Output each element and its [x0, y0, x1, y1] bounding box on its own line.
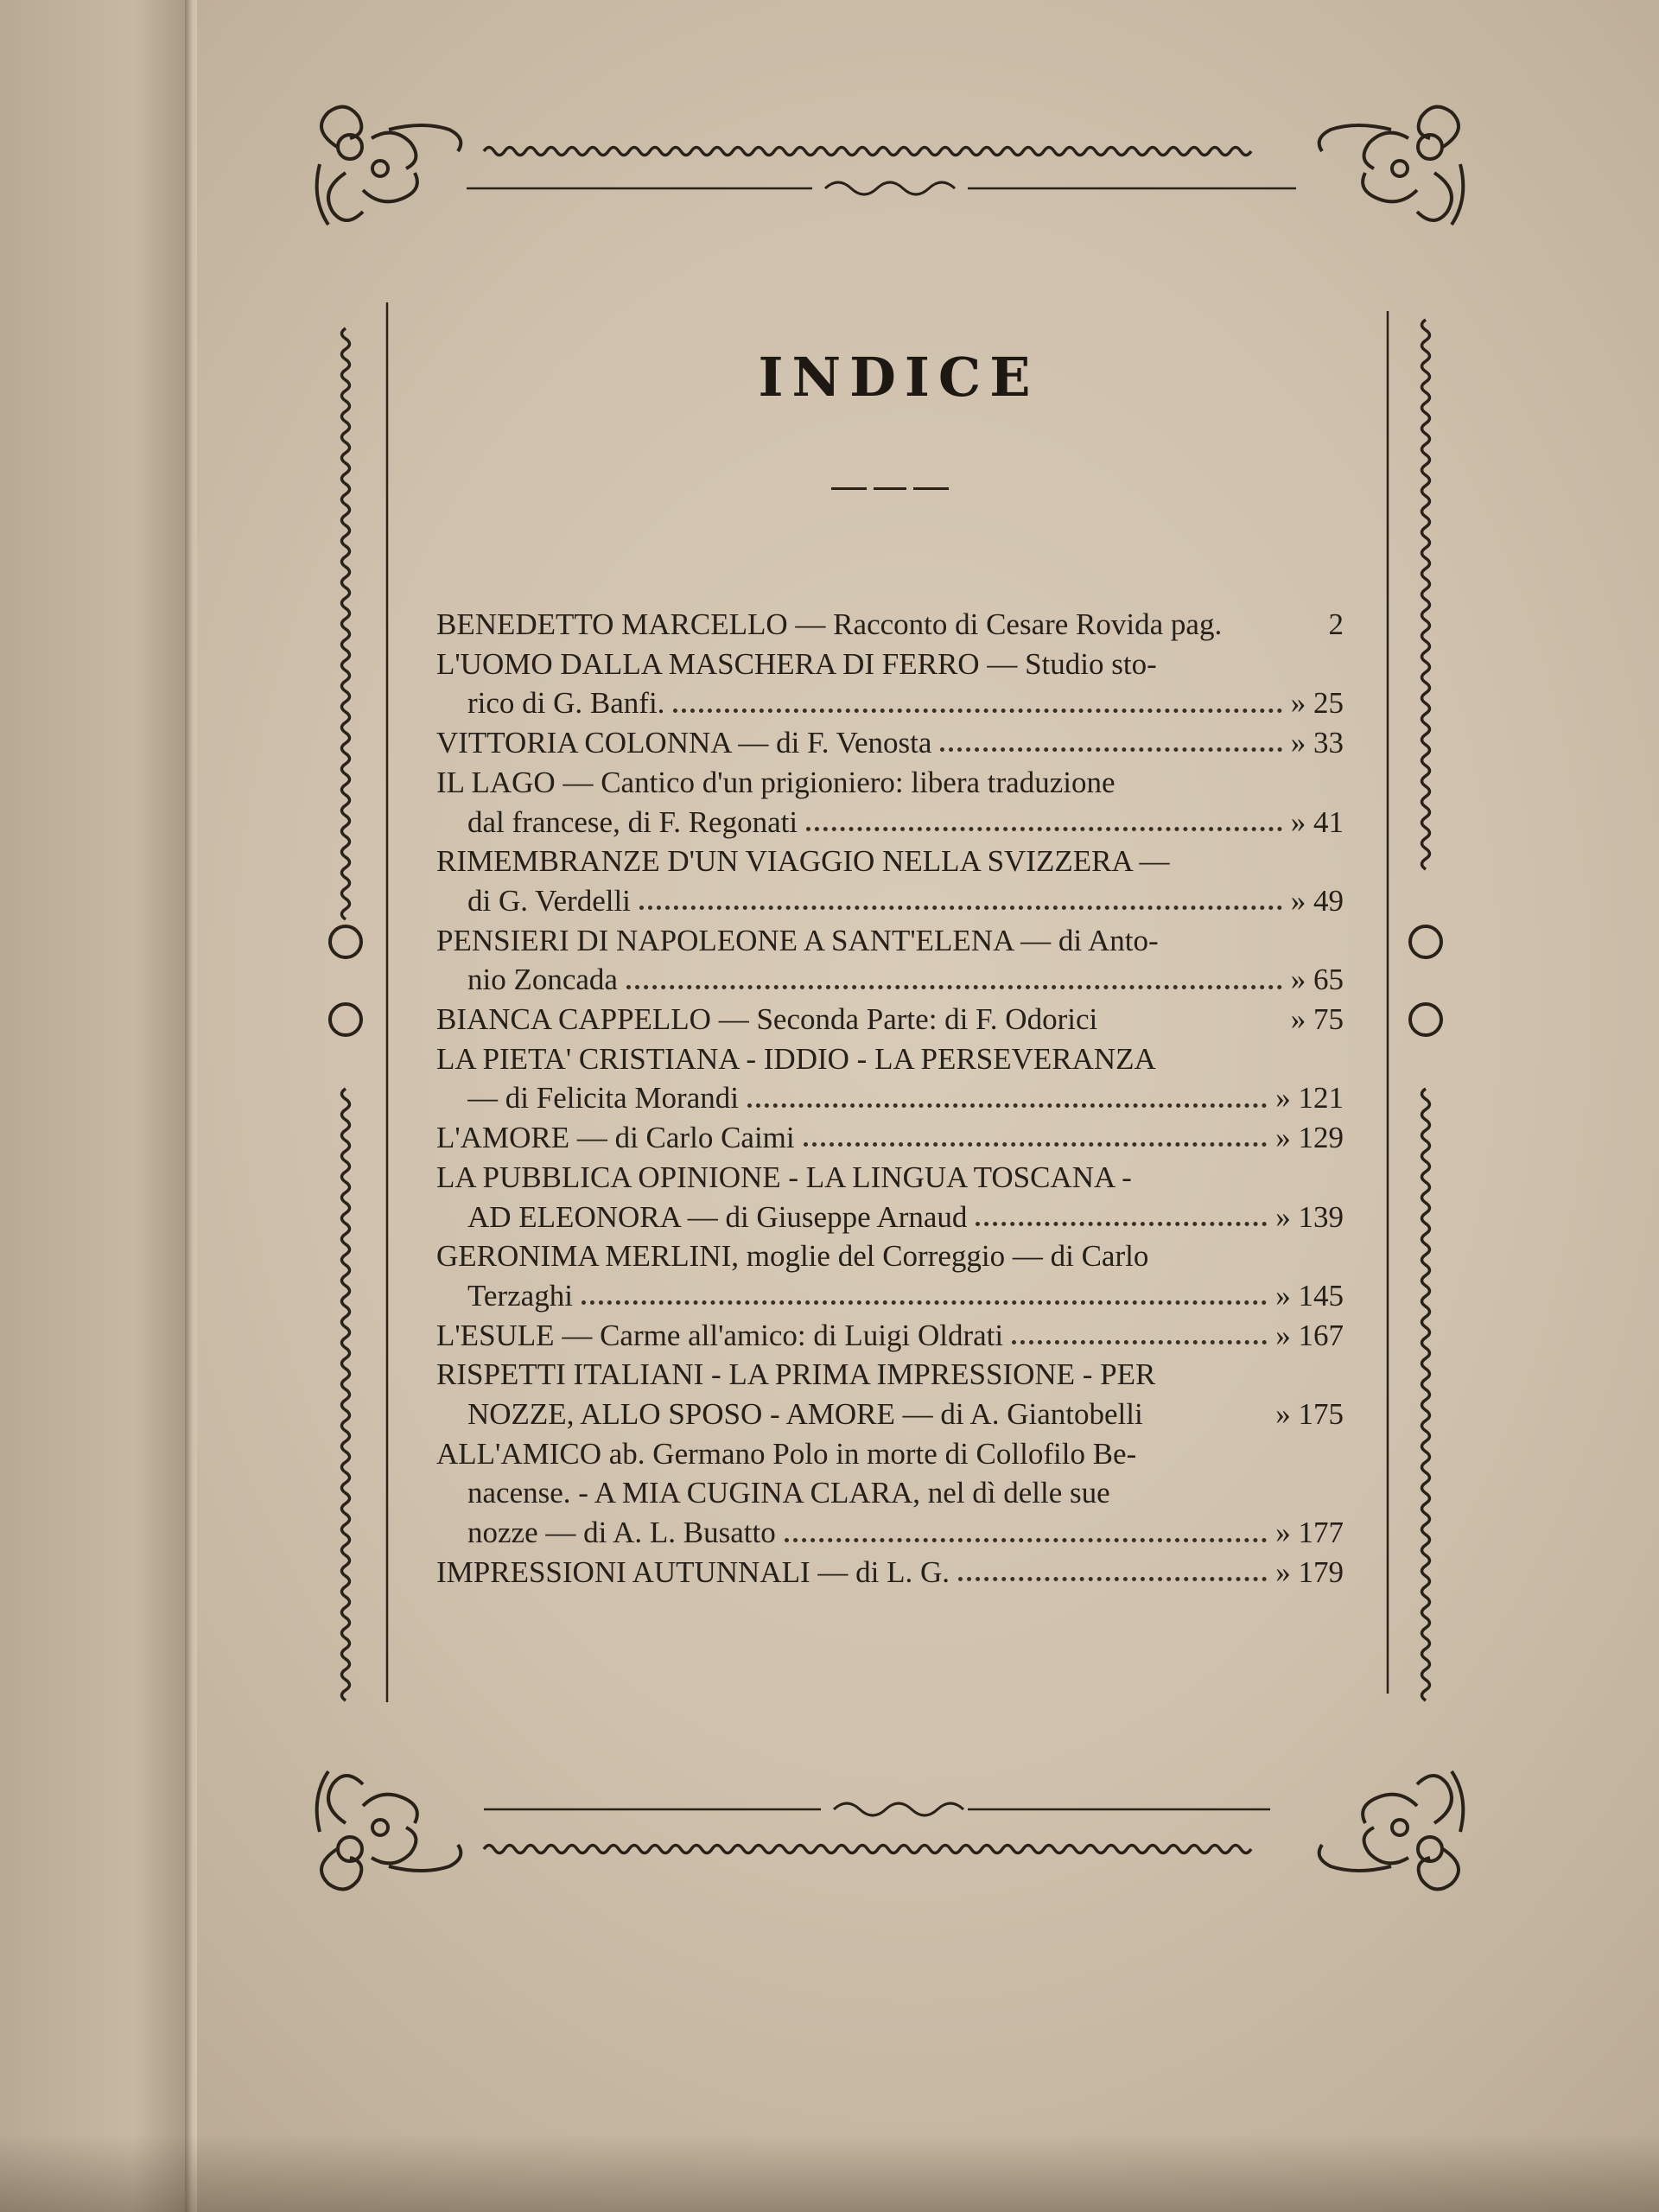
- title-divider: [831, 487, 949, 490]
- toc-entry-text: ALL'AMICO ab. Germano Polo in morte di Collofilo Be-: [436, 1436, 1137, 1471]
- toc-entry: [436, 1000, 1344, 1039]
- dot-leader: [582, 1300, 1267, 1305]
- table-of-contents: [436, 605, 1344, 1592]
- toc-entry-text: RISPETTI ITALIANI - LA PRIMA IMPRESSIONE - PER: [436, 1357, 1156, 1392]
- toc-entry-text: L'ESULE — Carme all'amico: di Luigi Oldrati: [436, 1318, 1004, 1352]
- toc-entry: [436, 763, 1344, 842]
- dot-leader: [804, 1142, 1268, 1147]
- toc-line: [436, 1316, 1344, 1356]
- toc-page-number: 2: [1328, 607, 1344, 641]
- toc-entry: [436, 1039, 1344, 1118]
- toc-line: [436, 1198, 1344, 1237]
- toc-entry-text: — di Felicita Morandi: [467, 1081, 739, 1116]
- dot-leader: [785, 1538, 1267, 1542]
- toc-page-number: » 139: [1275, 1199, 1344, 1234]
- toc-entry-text: LA PIETA' CRISTIANA - IDDIO - LA PERSEVERANZA: [436, 1041, 1156, 1076]
- toc-entry: [436, 605, 1344, 645]
- toc-entry-text: LA PUBBLICA OPINIONE - LA LINGUA TOSCANA -: [436, 1160, 1132, 1194]
- toc-entry: [436, 645, 1344, 723]
- toc-entry: [436, 1553, 1344, 1592]
- toc-line: [436, 645, 1344, 684]
- toc-entry-text: BENEDETTO MARCELLO — Racconto di Cesare Rovida pag.: [436, 607, 1223, 641]
- page-title: INDICE: [758, 346, 1039, 409]
- toc-page-number: » 175: [1275, 1397, 1344, 1432]
- toc-entry: [436, 842, 1344, 920]
- toc-entry-text: dal francese, di F. Regonati: [467, 804, 798, 839]
- toc-entry: [436, 1158, 1344, 1236]
- toc-entry-text: L'UOMO DALLA MASCHERA DI FERRO — Studio sto-: [436, 646, 1157, 681]
- toc-entry-text: IL LAGO — Cantico d'un prigioniero: libera traduzione: [436, 765, 1116, 799]
- toc-entry-text: RIMEMBRANZE D'UN VIAGGIO NELLA SVIZZERA —: [436, 844, 1170, 879]
- dot-leader: [673, 709, 1281, 713]
- dot-leader: [958, 1577, 1267, 1581]
- toc-entry-text: nozze — di A. L. Busatto: [467, 1516, 776, 1550]
- toc-entry-text: IMPRESSIONI AUTUNNALI — di L. G.: [436, 1554, 950, 1589]
- dot-leader: [806, 827, 1282, 831]
- toc-line: [436, 803, 1344, 842]
- toc-line: [436, 1158, 1344, 1198]
- page-shadow: [0, 2134, 1659, 2212]
- toc-line: [436, 1039, 1344, 1079]
- toc-page-number: » 179: [1275, 1554, 1344, 1589]
- toc-page-number: » 25: [1290, 686, 1344, 721]
- toc-line: [436, 1434, 1344, 1474]
- toc-line: [436, 1395, 1344, 1434]
- toc-entry-text: VITTORIA COLONNA — di F. Venosta: [436, 726, 932, 760]
- toc-page-number: » 167: [1275, 1318, 1344, 1352]
- toc-entry-text: PENSIERI DI NAPOLEONE A SANT'ELENA — di Anto-: [436, 923, 1159, 957]
- toc-entry: [436, 723, 1344, 763]
- toc-page-number: » 129: [1275, 1121, 1344, 1155]
- toc-page-number: » 75: [1290, 1002, 1344, 1037]
- dot-leader: [639, 906, 1282, 910]
- toc-line: [436, 1000, 1344, 1039]
- toc-entry: [436, 1355, 1344, 1433]
- toc-line: [436, 1355, 1344, 1395]
- toc-entry-text: Terzaghi: [467, 1278, 573, 1313]
- toc-entry-text: nacense. - A MIA CUGINA CLARA, nel dì delle sue: [467, 1476, 1110, 1510]
- toc-line: [436, 1078, 1344, 1118]
- toc-line: [436, 683, 1344, 723]
- toc-line: [436, 1553, 1344, 1592]
- toc-entry-text: di G. Verdelli: [467, 883, 631, 918]
- toc-page-number: » 49: [1290, 883, 1344, 918]
- dot-leader: [1012, 1340, 1267, 1344]
- toc-line: [436, 605, 1344, 645]
- toc-entry-text: nio Zoncada: [467, 963, 618, 997]
- toc-line: [436, 1118, 1344, 1158]
- toc-page-number: » 33: [1290, 726, 1344, 760]
- toc-entry-text: rico di G. Banfi.: [467, 686, 665, 721]
- toc-line: [436, 763, 1344, 803]
- toc-line: [436, 881, 1344, 921]
- toc-entry-text: L'AMORE — di Carlo Caimi: [436, 1121, 795, 1155]
- toc-entry-text: AD ELEONORA — di Giuseppe Arnaud: [467, 1199, 968, 1234]
- toc-page-number: » 145: [1275, 1278, 1344, 1313]
- toc-line: [436, 1236, 1344, 1276]
- toc-entry-text: NOZZE, ALLO SPOSO - AMORE — di A. Giantobelli: [467, 1397, 1143, 1432]
- dot-leader: [976, 1222, 1267, 1226]
- toc-entry-text: GERONIMA MERLINI, moglie del Correggio — di Carlo: [436, 1239, 1149, 1274]
- toc-page-number: » 41: [1290, 804, 1344, 839]
- toc-line: [436, 1276, 1344, 1316]
- toc-line: [436, 921, 1344, 961]
- toc-page-number: » 65: [1290, 963, 1344, 997]
- toc-entry: [436, 921, 1344, 1000]
- dot-leader: [747, 1103, 1267, 1108]
- dot-leader: [626, 985, 1282, 989]
- toc-line: [436, 842, 1344, 881]
- toc-page-number: » 121: [1275, 1081, 1344, 1116]
- toc-entry: [436, 1434, 1344, 1553]
- toc-entry: [436, 1118, 1344, 1158]
- toc-entry: [436, 1236, 1344, 1315]
- dot-leader: [940, 747, 1281, 752]
- toc-line: [436, 960, 1344, 1000]
- toc-entry-text: BIANCA CAPPELLO — Seconda Parte: di F. Odorici: [436, 1002, 1098, 1037]
- toc-line: [436, 1473, 1344, 1513]
- toc-entry: [436, 1316, 1344, 1356]
- toc-line: [436, 1513, 1344, 1553]
- toc-page-number: » 177: [1275, 1516, 1344, 1550]
- toc-line: [436, 723, 1344, 763]
